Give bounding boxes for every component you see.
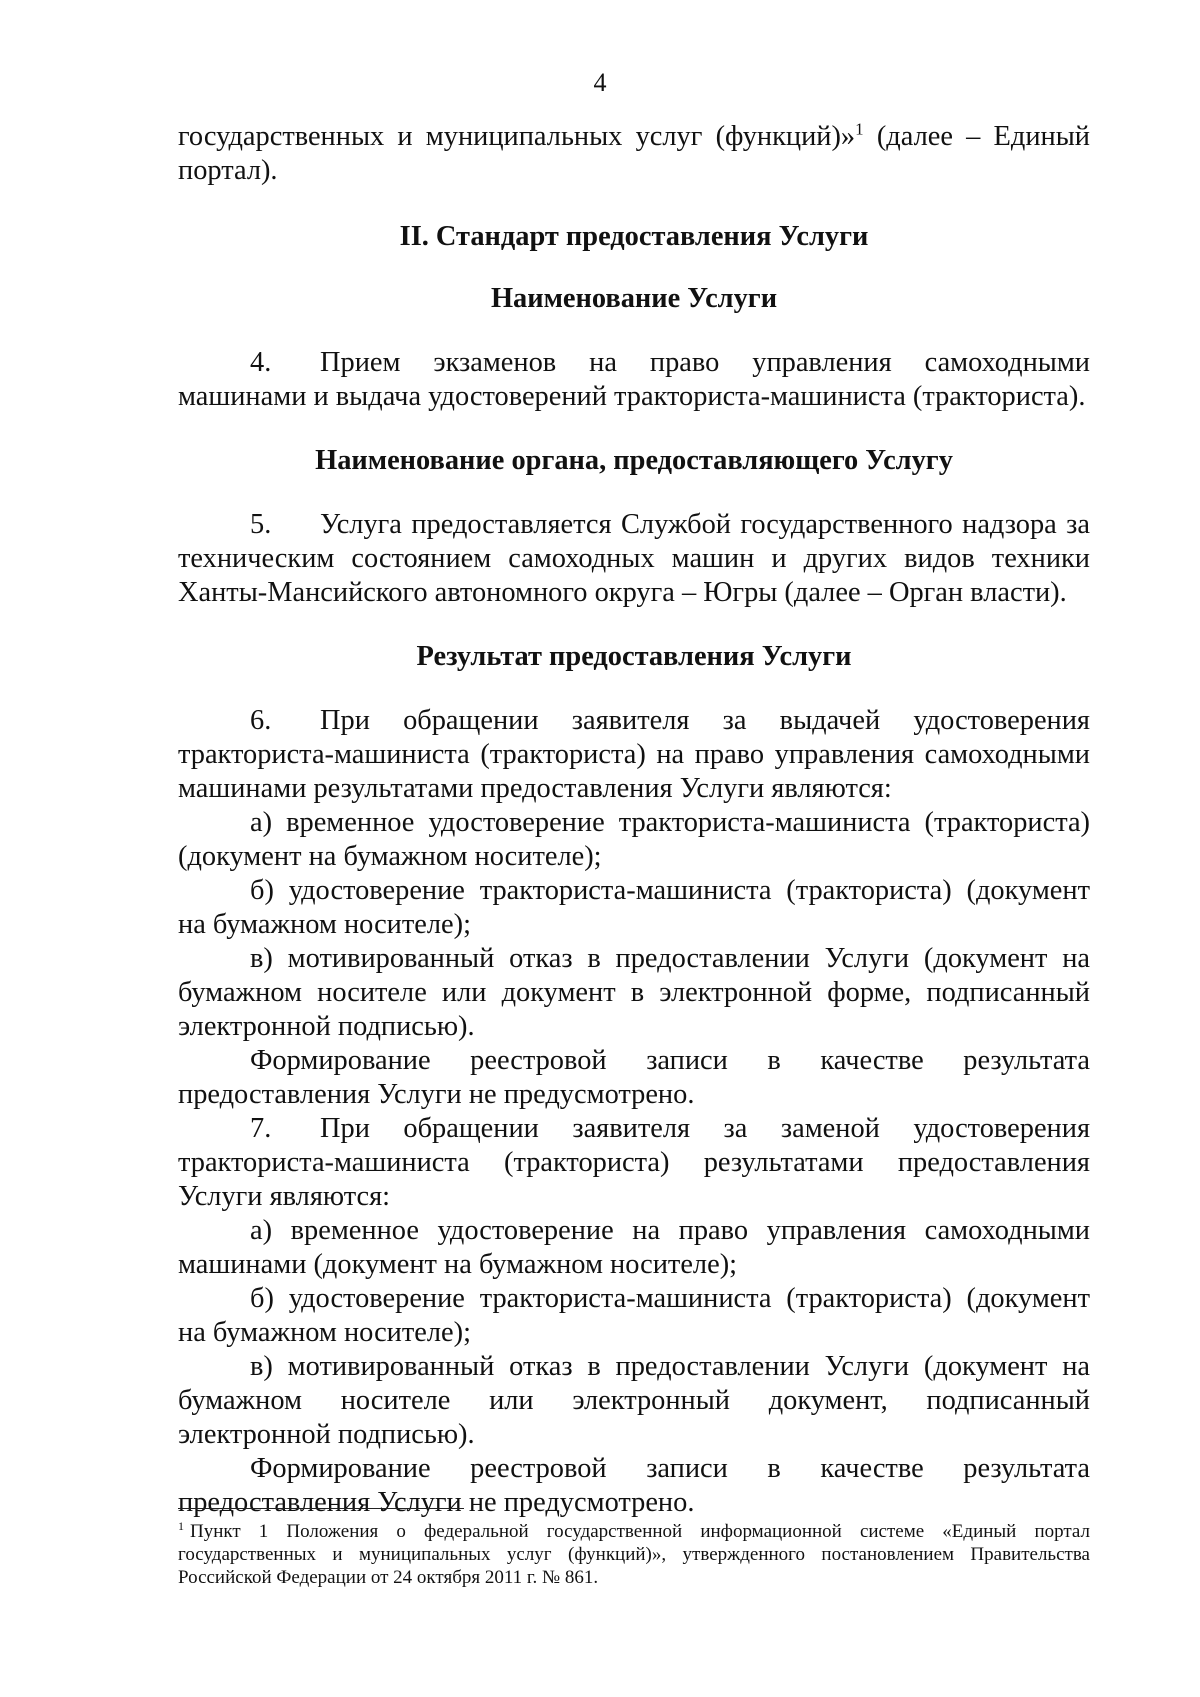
footnote-separator [178, 1508, 464, 1509]
paragraph-6-item-a: а) временное удостоверение тракториста-машиниста (тракториста) (документ на бумажном носителе); [178, 807, 1090, 872]
paragraph-7-item-v: в) мотивированный отказ в предоставлении Услуги (документ на бумажном носителе или электронный документ, подписанный электронной подписью). [178, 1351, 1090, 1450]
paragraph-7-text: При обращении заявителя за заменой удостоверения тракториста-машиниста (тракториста) результатами предоставления Услуги являются: [178, 1113, 1090, 1212]
section-title: II. Стандарт предоставления Услуги [399, 221, 869, 252]
paragraph-7-number: 7. [250, 1113, 272, 1144]
paragraph-7 [178, 1112, 1090, 1214]
intro-paragraph [178, 120, 1090, 188]
intro-text: государственных и муниципальных услуг (функций)» [178, 121, 856, 152]
heading-result: Результат предоставления Услуги [416, 641, 852, 672]
paragraph-6 [178, 704, 1090, 806]
paragraph-6-registry-note: Формирование реестровой записи в качестве результата предоставления Услуги не предусмотрено. [178, 1045, 1090, 1110]
heading-service-name: Наименование Услуги [490, 283, 778, 314]
paragraph-5-text: Услуга предоставляется Службой государственного надзора за техническим состоянием самоходных машин и других видов техники Ханты-Мансийского автономного округа – Югры (далее – Орган власти). [178, 509, 1090, 608]
footnote-reference: 1 [855, 119, 864, 139]
footnote-mark: 1 [178, 1518, 184, 1533]
paragraph-4-number: 4. [250, 347, 272, 378]
intro-text-after: (далее – Единый портал). [178, 121, 1090, 186]
footnote [178, 1520, 1090, 1589]
paragraph-6-text: При обращении заявителя за выдачей удостоверения тракториста-машиниста (тракториста) на право управления самоходными машинами результатами предоставления Услуги являются: [178, 705, 1090, 804]
paragraph-6-item-v: в) мотивированный отказ в предоставлении Услуги (документ на бумажном носителе или документ в электронной форме, подписанный электронной подписью). [178, 943, 1090, 1042]
page-number: 4 [593, 68, 607, 97]
paragraph-4-text: Прием экзаменов на право управления самоходными машинами и выдача удостоверений тракториста-машиниста (тракториста). [178, 347, 1090, 412]
paragraph-7-registry-note: Формирование реестровой записи в качестве результата предоставления Услуги не предусмотрено. [178, 1453, 1090, 1518]
document-body [178, 120, 1090, 1520]
paragraph-4 [178, 346, 1090, 414]
paragraph-5 [178, 508, 1090, 610]
paragraph-7-item-b: б) удостоверение тракториста-машиниста (тракториста) (документ на бумажном носителе); [178, 1283, 1090, 1348]
heading-authority: Наименование органа, предоставляющего Услугу [315, 445, 953, 476]
footnote-text: Пункт 1 Положения о федеральной государственной информационной системе «Единый портал государственных и муниципальных услуг (функций)», утвержденного постановлением Правительства Российской Федерации от 24 октября 2011 г. № 861. [178, 1521, 1090, 1588]
paragraph-5-number: 5. [250, 509, 272, 540]
paragraph-6-number: 6. [250, 705, 272, 736]
paragraph-6-item-b: б) удостоверение тракториста-машиниста (тракториста) (документ на бумажном носителе); [178, 875, 1090, 940]
paragraph-7-item-a: а) временное удостоверение на право управления самоходными машинами (документ на бумажном носителе); [178, 1215, 1090, 1280]
